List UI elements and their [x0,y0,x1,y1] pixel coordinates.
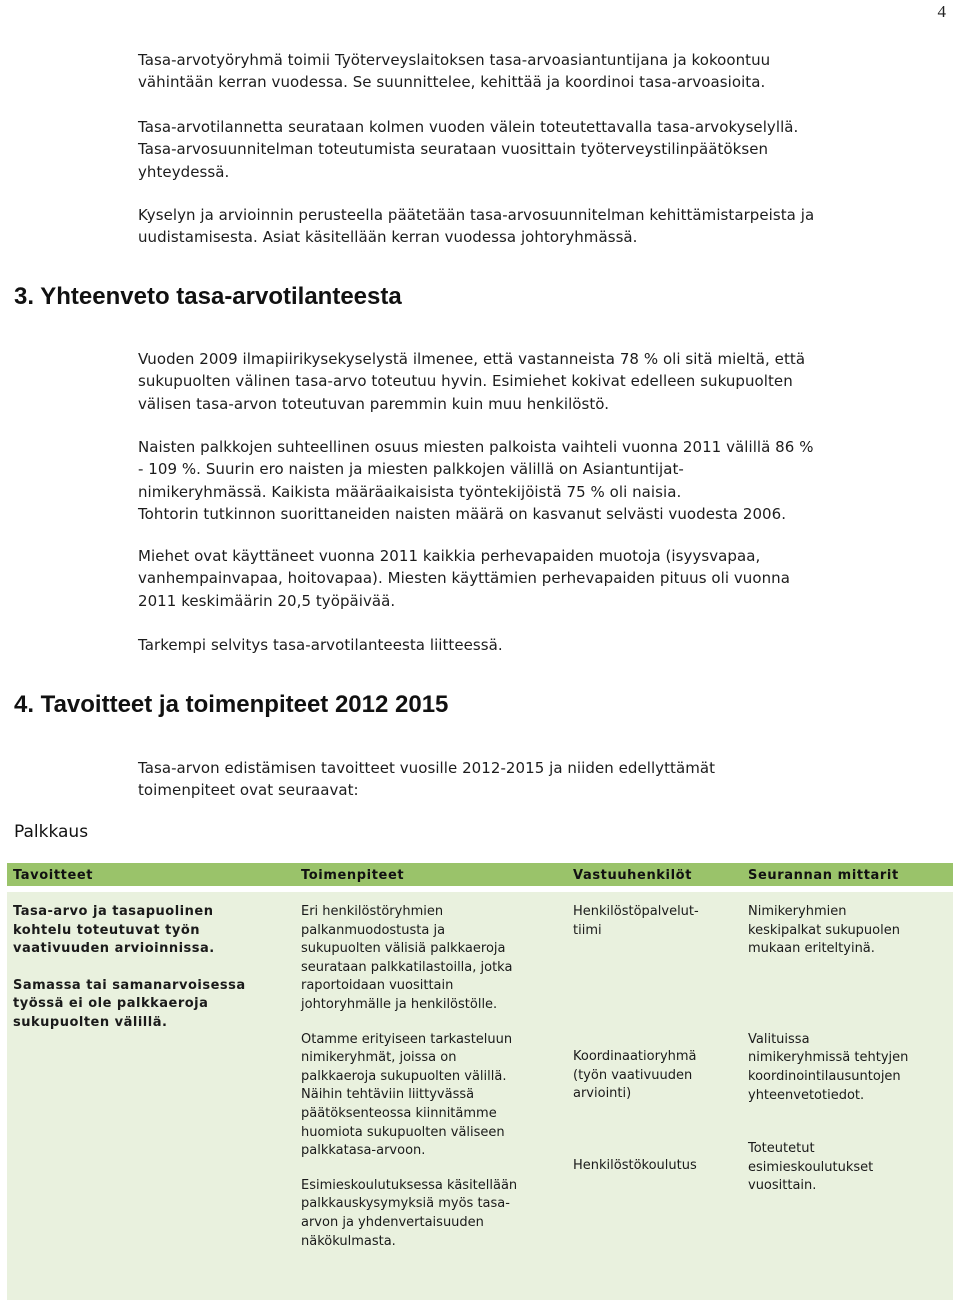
responsible-block [573,903,736,940]
text-line: Tasa-arvosuunnitelman toteutumista seurataan vuosittain työterveystilinpäätöksen [138,140,769,159]
measure-block [301,1031,561,1161]
summary-paragraph-4 [138,634,950,656]
text-line: Koordinaatioryhmä [573,1049,697,1065]
text-line: päätöksenteossa kiinnitämme [301,1105,497,1121]
text-line: välisen tasa-arvon toteutuvan paremmin kuin muu henkilöstö. [138,394,610,413]
text-line: Tasa-arvon edistämisen tavoitteet vuosille 2012-2015 ja niiden edellyttämät [138,759,716,777]
text-line: sukupuolten välillä. [13,1014,168,1030]
responsible-block [573,1157,736,1176]
indicators-cell [742,892,953,1300]
text-line: sukupuolten välisiä palkkaeroja [301,941,506,957]
text-line: arviointi) [573,1086,632,1102]
measure-block [301,903,561,1015]
summary-paragraph-3 [138,545,950,612]
text-line: Henkilöstöpalvelut- [573,904,699,919]
text-line: esimieskoulutukset [748,1159,874,1175]
text-line: nimikeryhmissä tehtyjen [748,1050,909,1066]
text-line: nimikeryhmät, joissa on [301,1050,457,1066]
goal-block [13,977,289,1033]
text-line: Valituissa [748,1031,810,1047]
intro-paragraph-1 [138,49,950,94]
text-line: Tasa-arvotyöryhmä toimii Työterveyslaitoksen tasa-arvoasiantuntijana ja kokoontuu [138,51,771,69]
measures-cell [295,892,567,1300]
text-line: Tohtorin tutkinnon suorittaneiden naisten määrä on kasvanut selvästi vuodesta 2006. [138,504,787,523]
text-line: vuosittain. [748,1178,817,1194]
text-line: työssä ei ole palkkaeroja [13,996,209,1012]
text-line: Kyselyn ja arvioinnin perusteella päätetään tasa-arvosuunnitelman kehittämistarpeista ja [138,206,815,224]
text-line: sukupuolten välinen tasa-arvo toteutuu hyvin. Esimiehet kokivat edelleen sukupuolten [138,372,793,391]
text-line: palkkauskysymyksiä myös tasa- [301,1196,510,1212]
text-line: Otamme erityiseen tarkasteluun [301,1031,513,1047]
text-line: nimikeryhmässä. Kaikista määräaikaisista työntekijöistä 75 % oli naisia. [138,482,682,501]
text-line: huomiota sukupuolten väliseen [301,1124,505,1140]
text-line: palkkatasa-arvoon. [301,1143,426,1159]
text-line: Näihin tehtäviin liittyvässä [301,1087,475,1103]
text-line: Samassa tai samanarvoisessa [13,977,246,993]
text-line: koordinointilausuntojen [748,1068,901,1084]
text-line: palkkaeroja sukupuolten välillä. [301,1068,507,1084]
section-3-heading: 3. Yhteenveto tasa-arvotilanteesta [14,283,402,310]
indicator-block [748,1140,947,1196]
text-line: Naisten palkkojen suhteellinen osuus miesten palkoista vaihteli vuonna 2011 välillä 86 % [138,438,814,456]
goals-table [7,863,953,1300]
page-number: 4 [937,2,946,21]
text-line: 2011 keskimäärin 20,5 työpäivää. [138,591,396,610]
text-line: tiimi [573,922,602,938]
indicator-block [748,903,947,959]
text-line: yhteydessä. [138,162,230,181]
summary-paragraph-2 [138,436,950,525]
measure-block [301,1177,561,1251]
intro-paragraph-3 [138,204,950,249]
text-line: kohtelu toteutuvat työn [13,922,201,938]
text-line: Tarkempi selvitys tasa-arvotilanteesta liitteessä. [138,636,503,654]
text-line: keskipalkat sukupuolen [748,922,900,938]
responsible-block [573,1048,736,1104]
text-line: raportoidaan vuosittain [301,978,454,994]
text-line: Nimikeryhmien [748,904,847,919]
palkkaus-subheading: Palkkaus [14,822,89,842]
table-header-row [7,863,953,886]
text-line: vanhempainvapaa, hoitovapaa). Miesten käyttämien perhevapaiden pituus oli vuonna [138,569,790,588]
text-line: johtoryhmälle ja henkilöstölle. [301,996,498,1012]
indicator-block [748,1031,947,1105]
text-line: palkanmuodostusta ja [301,922,446,938]
text-line: Henkilöstökoulutus [573,1157,697,1173]
goal-block [13,903,289,959]
text-line: mukaan eriteltyinä. [748,941,875,957]
section-4-heading: 4. Tavoitteet ja toimenpiteet 2012 2015 [14,691,449,718]
text-line: Toteutetut [748,1141,815,1157]
text-line: - 109 %. Suurin ero naisten ja miesten palkkojen välillä on Asiantuntijat- [138,460,684,479]
goals-intro-paragraph [138,757,950,802]
text-line: vaativuuden arvioinnissa. [13,941,215,957]
goals-cell [7,892,295,1300]
header-toimenpiteet: Toimenpiteet [295,863,567,886]
text-line: yhteenvetotiedot. [748,1087,865,1103]
text-line: arvon ja yhdenvertaisuuden [301,1214,484,1230]
text-line: Miehet ovat käyttäneet vuonna 2011 kaikkia perhevapaiden muotoja (isyysvapaa, [138,547,761,565]
responsible-cell [567,892,742,1300]
text-line: (työn vaativuuden [573,1067,693,1083]
text-line: seurataan palkkatilastoilla, jotka [301,959,513,975]
text-line: näkökulmasta. [301,1233,396,1249]
text-line: toimenpiteet ovat seuraavat: [138,781,359,800]
summary-paragraph-1 [138,348,950,415]
header-vastuuhenkilot: Vastuuhenkilöt [567,863,742,886]
header-seurannan-mittarit: Seurannan mittarit [742,863,953,886]
text-line: vähintään kerran vuodessa. Se suunnittelee, kehittää ja koordinoi tasa-arvoasioita. [138,73,766,92]
intro-paragraph-2 [138,116,950,183]
text-line: uudistamisesta. Asiat käsitellään kerran vuodessa johtoryhmässä. [138,228,638,247]
table-row [7,892,953,1300]
text-line: Tasa-arvo ja tasapuolinen [13,904,214,919]
text-line: Tasa-arvotilannetta seurataan kolmen vuoden välein toteutettavalla tasa-arvokyselyllä. [138,118,799,136]
text-line: Esimieskoulutuksessa käsitellään [301,1177,518,1193]
text-line: Eri henkilöstöryhmien [301,904,444,919]
text-line: Vuoden 2009 ilmapiirikysekyselystä ilmenee, että vastanneista 78 % oli sitä mieltä, että [138,350,806,368]
header-tavoitteet: Tavoitteet [7,863,295,886]
